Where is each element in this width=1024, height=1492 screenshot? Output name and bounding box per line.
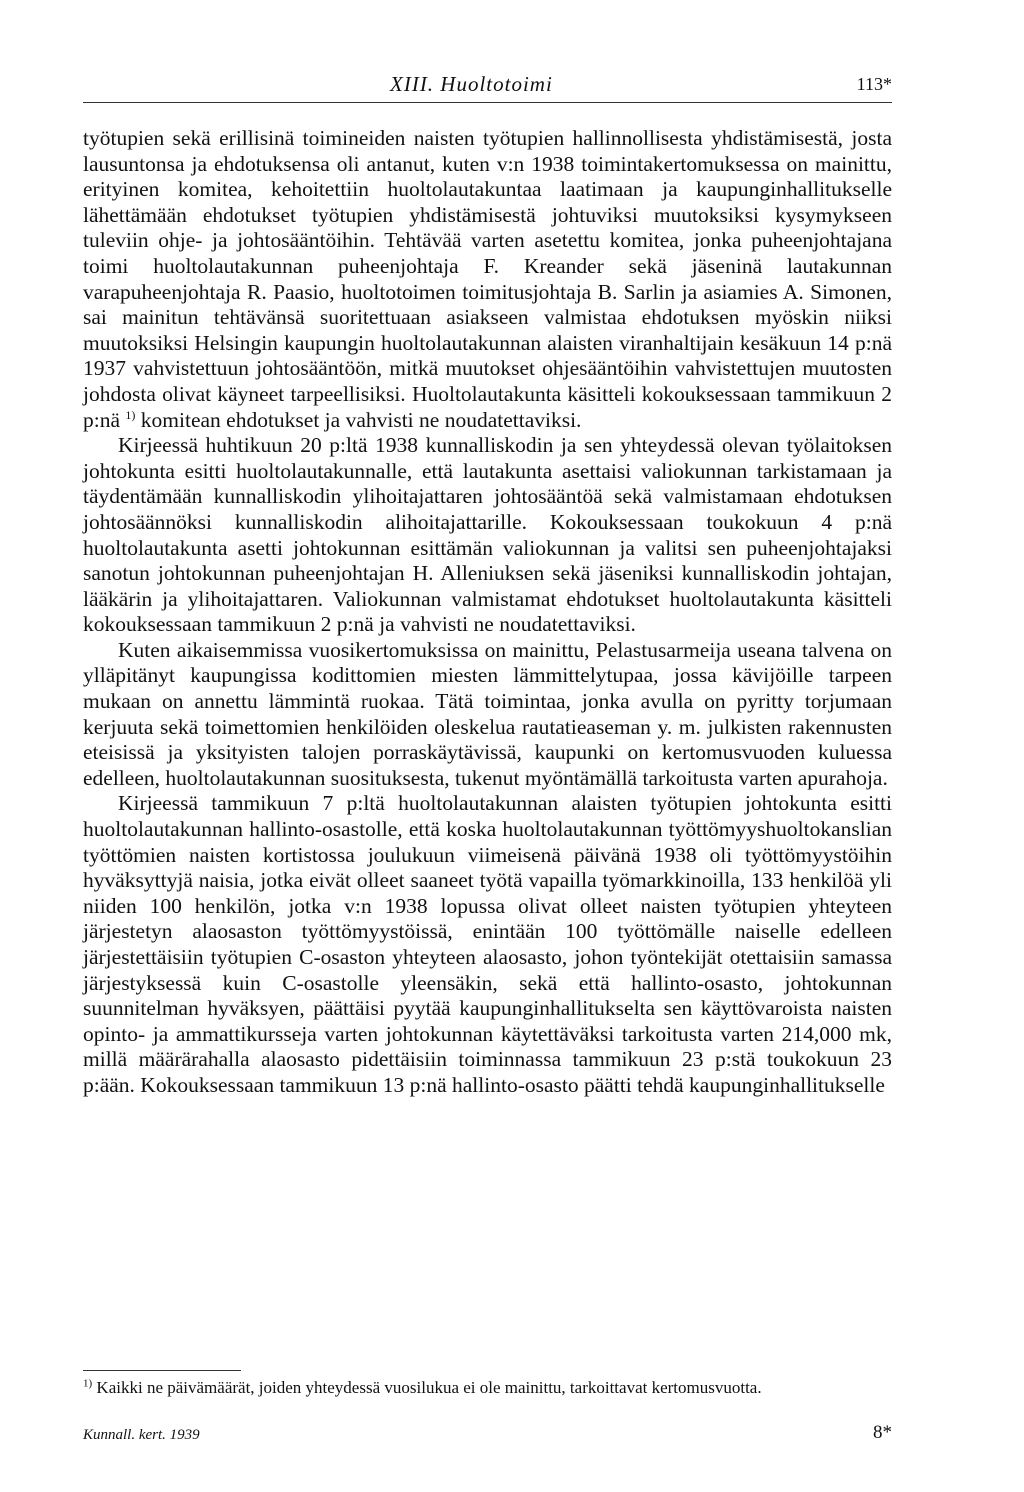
paragraph-4: Kirjeessä tammikuun 7 p:ltä huoltolautakunnan alaisten työtupien johtokunta esitti huoltolautakunnan hallinto-osastolle, että koska huoltolautakunnan työttömyyshuoltokanslian työttömien naisten kortistossa joulukuun viimeisenä päivänä 1938 oli työttömyystöihin hyväksyttyjä naisia, jotka eivät olleet saaneet työtä vapailla työmarkkinoilla, 133 henkilöä yli niiden 100 henkilön, jotka v:n 1938 lopussa olivat olleet naisten työtupien yhteyteen järjestetyn alaosaston työttömyystöissä, enintään 100 työttömälle naiselle edelleen järjestettäisiin työtupien C-osaston yhteyteen alaosasto, johon työntekijät otettaisiin samassa järjestyksessä kuin C-osastolle yleensäkin, sekä että hallinto-osasto, johtokunnan suunnitelman hyväksyen, päättäisi pyytää kaupunginhallitukselta sen käyttövaroista naisten opinto- ja ammattikursseja varten johtokunnan käytettäväksi tarkoitusta varten 214,000 mk, millä määrärahalla alaosasto pidettäisiin toiminnassa tammikuun 23 p:stä toukokuun 23 p:ään. Kokouksessaan tammikuun 13 p:nä hallinto-osasto päätti tehdä kaupunginhallitukselle	[83, 791, 892, 1097]
page-number: 113*	[856, 74, 892, 94]
footnote-text: Kaikki ne päivämäärät, joiden yhteydessä vuosilukua ei ole mainittu, tarkoittavat kertomusvuotta.	[96, 1378, 762, 1397]
running-header	[83, 72, 892, 104]
body-text	[83, 126, 892, 1099]
footer-signature: Kunnall. kert. 1939	[83, 1427, 200, 1443]
footnote-reference: 1)	[125, 407, 136, 422]
paragraph-1	[83, 126, 892, 433]
footnote	[83, 1377, 892, 1398]
header-rule	[83, 102, 892, 103]
footnote-rule	[83, 1370, 241, 1371]
paragraph-2: Kirjeessä huhtikuun 20 p:ltä 1938 kunnalliskodin ja sen yhteydessä olevan työlaitoksen johtokunta esitti huoltolautakunnalle, että lautakunta asettaisi valiokunnan tarkistamaan ja täydentämään kunnalliskodin ylihoitajattaren johtosääntöä sekä valmistamaan ehdotuksen johtosäännöksi kunnalliskodin alihoitajattarille. Kokouksessaan toukokuun 4 p:nä huoltolautakunta asetti johtokunnan esittämän valiokunnan ja valitsi sen puheenjohtajaksi sanotun johtokunnan puheenjohtajan H. Alleniuksen sekä jäseniksi kunnalliskodin johtajan, lääkärin ja ylihoitajattaren. Valiokunnan valmistamat ehdotukset huoltolautakunta käsitteli kokouksessaan tammikuun 2 p:nä ja vahvisti ne noudatettaviksi.	[83, 433, 892, 637]
footer-sheet-mark: 8*	[873, 1422, 892, 1443]
paragraph-3: Kuten aikaisemmissa vuosikertomuksissa on mainittu, Pelastusarmeija useana talvena on ylläpitänyt kaupungissa kodittomien miesten lämmittelytupaa, jossa kävijöille tarpeen mukaan on annettu lämmintä ruokaa. Tätä toimintaa, jonka avulla on pyritty torjumaan kerjuuta sekä toimettomien henkilöiden oleskelua rautatieaseman y. m. julkisten rakennusten eteisissä ja yksityisten talojen porraskäytävissä, kaupunki on kertomusvuoden kuluessa edelleen, huoltolautakunnan suosituksesta, tukenut myöntämällä tarkoitusta varten apurahoja.	[83, 637, 892, 790]
chapter-title: XIII. Huoltotoimi	[390, 72, 553, 96]
paragraph-1-text: työtupien sekä erillisinä toimineiden naisten työtupien hallinnollisesta yhdistämisestä, josta lausuntonsa ja ehdotuksensa oli antanut, kuten v:n 1938 toimintakertomuksessa on mainittu, erityinen komitea, kehoitettiin huoltolautakuntaa laatimaan ja kaupunginhallitukselle lähettämään ehdotukset työtupien yhdistämisestä johtuviksi muutoksiksi kysymykseen tuleviin ohje- ja johtosääntöihin. Tehtävää varten asetettu komitea, jonka puheenjohtajana toimi huoltolautakunnan puheenjohtaja F. Kreander sekä jäseninä lautakunnan varapuheenjohtaja R. Paasio, huoltotoimen toimitusjohtaja B. Sarlin ja asiamies A. Simonen, sai mainitun tehtävänsä suoritettuaan asiakseen valmistaa ehdotuksen myöskin niiksi muutoksiksi Helsingin kaupungin huoltolautakunnan alaisten viranhaltijain kesäkuun 14 p:nä 1937 vahvistettuun johtosääntöön, mitkä muutokset ohjesääntöihin vahvistettujen muutosten johdosta olivat käyneet tarpeellisiksi. Huoltolautakunta käsitteli kokouksessaan tammikuun 2 p:nä	[83, 126, 892, 432]
paragraph-1-tail: komitean ehdotukset ja vahvisti ne noudatettaviksi.	[140, 407, 582, 432]
footnote-marker: 1)	[83, 1377, 93, 1390]
